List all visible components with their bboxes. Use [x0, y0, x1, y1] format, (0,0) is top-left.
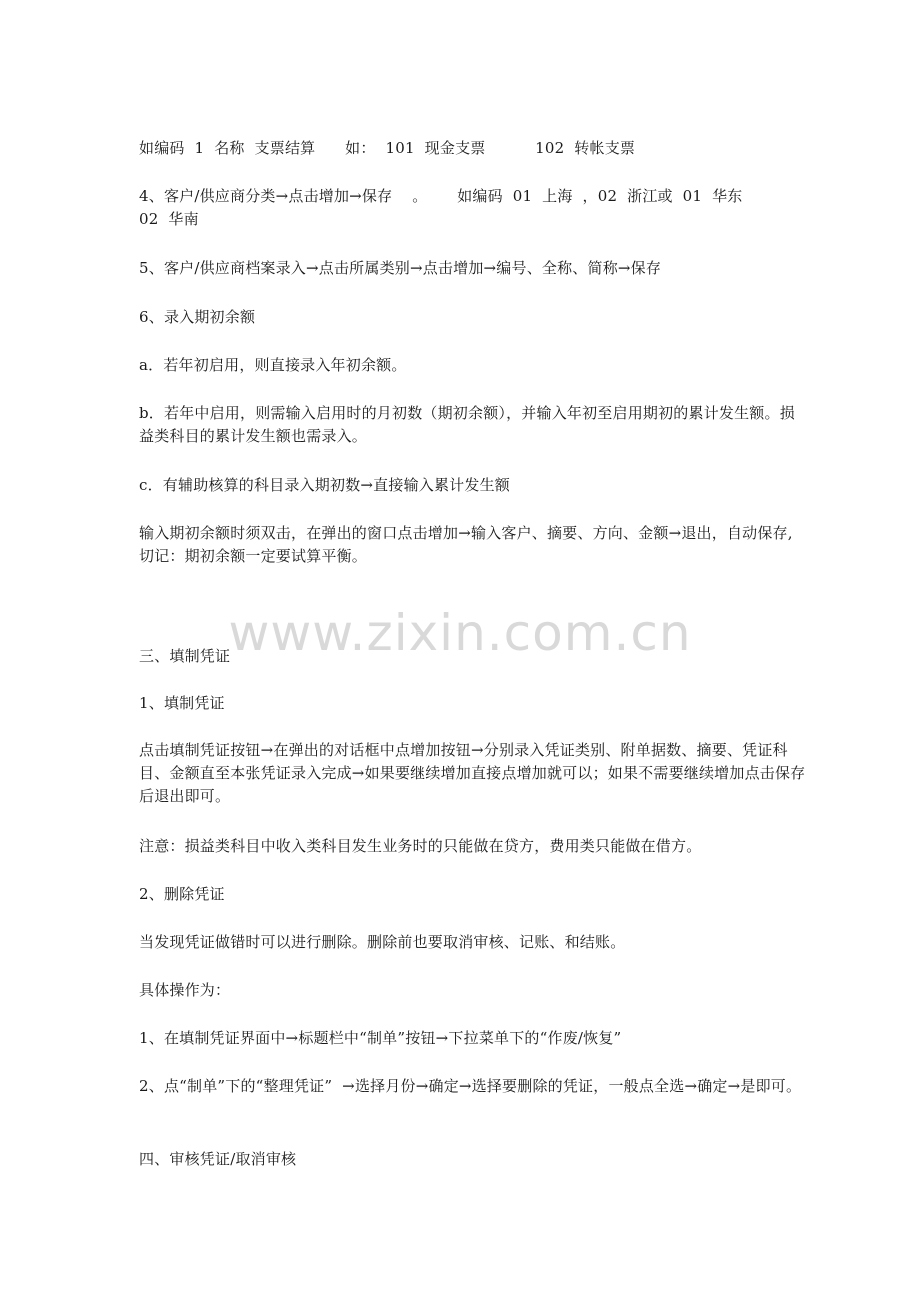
- paragraph-note-debit-credit: 注意：损益类科目中收入类科目发生业务时的只能做在贷方，费用类只能做在借方。: [139, 837, 702, 855]
- paragraph-delete-voucher: 当发现凭证做错时可以进行删除。删除前也要取消审核、记账、和结账。: [139, 933, 626, 951]
- paragraph-customer-category: 4、客户/供应商分类→点击增加→保存 。 如编码 01 上海 ，02 浙江或 01 华东 02 华南: [139, 187, 793, 228]
- paragraph-fill-voucher-steps: 点击填制凭证按钮→在弹出的对话框中点增加按钮→分别录入凭证类别、附单据数、摘要、凭证科目、金额直至本张凭证录入完成→如果要继续增加直接点增加就可以；如果不需要继续增加点击保存后退出即可。: [139, 741, 806, 805]
- paragraph-opening-balance-heading: 6、录入期初余额: [139, 308, 256, 326]
- paragraph-step-1: 1、在填制凭证界面中→标题栏中“制单”按钮→下拉菜单下的“作废/恢复”: [139, 1029, 622, 1047]
- paragraph-item-a: a．若年初启用，则直接录入年初余额。: [139, 356, 407, 374]
- paragraph-item-c: c．有辅助核算的科目录入期初数→直接输入累计发生额: [139, 476, 510, 494]
- paragraph-check-settlement: 如编码 1 名称 支票结算 如： 101 现金支票 102 转帐支票: [139, 139, 636, 157]
- paragraph-specific-operation: 具体操作为：: [139, 981, 231, 999]
- paragraph-opening-balance-note: 输入期初余额时须双击，在弹出的窗口点击增加→输入客户、摘要、方向、金额→退出，自动保存,切记：期初余额一定要试算平衡。: [139, 524, 793, 565]
- paragraph-item-b: b．若年中启用，则需输入启用时的月初数（期初余额），并输入年初至启用期初的累计发生额。损益类科目的累计发生额也需录入。: [139, 404, 795, 445]
- paragraph-customer-archive: 5、客户/供应商档案录入→点击所属类别→点击增加→编号、全称、简称→保存: [139, 259, 662, 277]
- watermark: www.zixin.com.cn: [228, 604, 692, 662]
- subheading-delete-voucher: 2、删除凭证: [139, 885, 225, 903]
- subheading-fill-voucher: 1、填制凭证: [139, 694, 225, 712]
- paragraph-step-2: 2、点“制单”下的“整理凭证” →选择月份→确定→选择要删除的凭证，一般点全选→确定→是即可。: [139, 1077, 802, 1095]
- section-heading-audit-voucher: 四、审核凭证/取消审核: [139, 1150, 297, 1168]
- section-heading-fill-voucher: 三、填制凭证: [139, 647, 231, 665]
